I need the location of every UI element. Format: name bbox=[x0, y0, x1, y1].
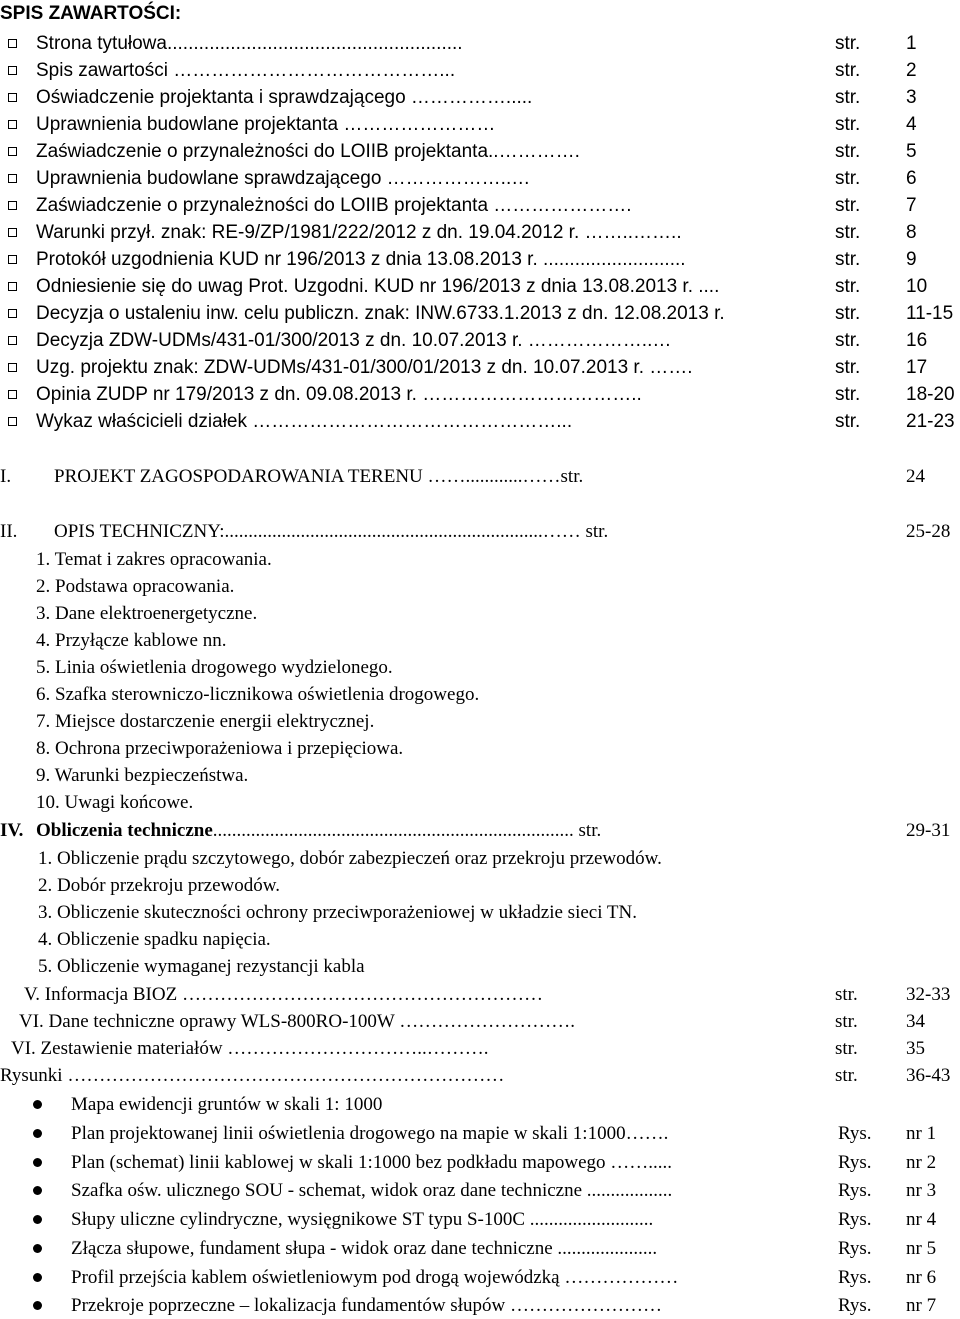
obl-item-text: 2. Dobór przekroju przewodów. bbox=[38, 875, 280, 896]
toc-item-text: Warunki przył. znak: RE-9/ZP/1981/222/2012 z dn. 19.04.2012 r. ……..…….. bbox=[36, 222, 682, 243]
checkbox-bullet-icon bbox=[8, 66, 17, 75]
obl-item bbox=[0, 845, 960, 872]
section-vi-dane-title: VI. Dane techniczne oprawy WLS-800RO-100W ………………………. bbox=[19, 1011, 575, 1032]
toc-item-page: 11-15 bbox=[906, 303, 954, 324]
toc-item-text: Decyzja ZDW-UDMs/431-01/300/2013 z dn. 10.07.2013 r. ………………..… bbox=[36, 330, 672, 351]
drawing-item bbox=[0, 1149, 960, 1176]
toc-item-text: Uzg. projektu znak: ZDW-UDMs/431-01/300/01/2013 z dn. 10.07.2013 r. ……. bbox=[36, 357, 693, 378]
section-i-title: PROJEKT ZAGOSPODAROWANIA TERENU ……............……str. bbox=[54, 466, 584, 487]
obl-item bbox=[0, 872, 960, 899]
bullet-icon bbox=[33, 1100, 42, 1109]
section-iv-leader: ............................................................................ str. bbox=[212, 820, 602, 841]
toc-item-text: Strona tytułowa........................................................ bbox=[36, 33, 463, 54]
drawing-item-nr: nr 4 bbox=[906, 1209, 937, 1230]
section-iv-page: 29-31 bbox=[906, 820, 951, 841]
drawing-item bbox=[0, 1177, 960, 1204]
toc-item-str: str. bbox=[835, 222, 861, 243]
checkbox-bullet-icon bbox=[8, 147, 17, 156]
drawing-item-text: Mapa ewidencji gruntów w skali 1: 1000 bbox=[71, 1094, 383, 1115]
opis-item-text: 3. Dane elektroenergetyczne. bbox=[36, 603, 258, 624]
drawing-item-nr: nr 6 bbox=[906, 1267, 937, 1288]
section-vi-dane-str: str. bbox=[835, 1011, 858, 1032]
toc-item-str: str. bbox=[835, 411, 861, 432]
toc-item-page: 8 bbox=[906, 222, 917, 243]
drawing-item-text: Przekroje poprzeczne – lokalizacja fundamentów słupów …………………… bbox=[71, 1295, 662, 1316]
toc-item-str: str. bbox=[835, 357, 861, 378]
section-i-number: I. bbox=[0, 466, 12, 487]
toc-item-text: Odniesienie się do uwag Prot. Uzgodni. KUD nr 196/2013 z dnia 13.08.2013 r. .... bbox=[36, 276, 720, 297]
toc-item bbox=[0, 300, 960, 327]
toc-item-str: str. bbox=[835, 60, 861, 81]
toc-item-page: 7 bbox=[906, 195, 917, 216]
drawing-item bbox=[0, 1091, 960, 1118]
toc-item-text: Protokół uzgodnienia KUD nr 196/2013 z dnia 13.08.2013 r. ........................... bbox=[36, 249, 686, 270]
drawing-item-rys: Rys. bbox=[838, 1295, 872, 1316]
toc-item-str: str. bbox=[835, 168, 861, 189]
section-ii bbox=[0, 518, 960, 545]
checkbox-bullet-icon bbox=[8, 93, 17, 102]
section-vi-dane bbox=[0, 1008, 960, 1035]
section-i-page: 24 bbox=[906, 466, 925, 487]
toc-item-text: Uprawnienia budowlane sprawdzającego ………………..… bbox=[36, 168, 531, 189]
opis-item bbox=[0, 600, 960, 627]
drawing-item-nr: nr 7 bbox=[906, 1295, 937, 1316]
toc-item-text: Wykaz właścicieli działek …………………………………………... bbox=[36, 411, 573, 432]
opis-item bbox=[0, 681, 960, 708]
drawing-item-nr: nr 3 bbox=[906, 1180, 937, 1201]
obl-item bbox=[0, 953, 960, 980]
opis-item-text: 6. Szafka sterowniczo-licznikowa oświetlenia drogowego. bbox=[36, 684, 480, 705]
drawing-item-text: Złącza słupowe, fundament słupa - widok oraz dane techniczne ..................... bbox=[71, 1238, 658, 1259]
drawing-item bbox=[0, 1120, 960, 1147]
section-rysunki bbox=[0, 1062, 960, 1089]
checkbox-bullet-icon bbox=[8, 174, 17, 183]
obl-item-text: 3. Obliczenie skuteczności ochrony przeciwporażeniowej w układzie sieci TN. bbox=[38, 902, 637, 923]
toc-item-page: 2 bbox=[906, 60, 917, 81]
toc-item bbox=[0, 30, 960, 57]
toc-item-text: Uprawnienia budowlane projektanta …………………… bbox=[36, 114, 496, 135]
toc-item-page: 17 bbox=[906, 357, 928, 378]
section-vi-zestawienie-title: VI. Zestawienie materiałów …………………………..………. bbox=[11, 1038, 489, 1059]
bullet-icon bbox=[33, 1215, 42, 1224]
section-i bbox=[0, 463, 960, 490]
toc-item-str: str. bbox=[835, 249, 861, 270]
checkbox-bullet-icon bbox=[8, 255, 17, 264]
section-vi-zestawienie-page: 35 bbox=[906, 1038, 925, 1059]
toc-item-page: 16 bbox=[906, 330, 928, 351]
toc-item-text: Zaświadczenie o przynależności do LOIIB projektanta..…………. bbox=[36, 141, 580, 162]
toc-item-str: str. bbox=[835, 33, 861, 54]
drawing-item-nr: nr 2 bbox=[906, 1152, 937, 1173]
toc-item-text: Spis zawartości ……………………………………... bbox=[36, 60, 456, 81]
obl-item bbox=[0, 926, 960, 953]
bullet-icon bbox=[33, 1273, 42, 1282]
opis-item bbox=[0, 708, 960, 735]
drawing-item-rys: Rys. bbox=[838, 1180, 872, 1201]
toc-item-page: 5 bbox=[906, 141, 917, 162]
section-v-page: 32-33 bbox=[906, 984, 951, 1005]
checkbox-bullet-icon bbox=[8, 201, 17, 210]
drawing-item-text: Plan (schemat) linii kablowej w skali 1:1000 bez podkładu mapowego ……..... bbox=[71, 1152, 673, 1173]
checkbox-bullet-icon bbox=[8, 228, 17, 237]
toc-item bbox=[0, 111, 960, 138]
opis-item bbox=[0, 546, 960, 573]
drawing-item bbox=[0, 1235, 960, 1262]
section-ii-page: 25-28 bbox=[906, 521, 951, 542]
toc-item bbox=[0, 327, 960, 354]
section-v bbox=[0, 981, 960, 1008]
drawing-item-nr: nr 1 bbox=[906, 1123, 937, 1144]
opis-item bbox=[0, 789, 960, 816]
toc-item bbox=[0, 354, 960, 381]
section-vi-zestawienie-str: str. bbox=[835, 1038, 858, 1059]
opis-item bbox=[0, 762, 960, 789]
toc-item bbox=[0, 246, 960, 273]
opis-item bbox=[0, 654, 960, 681]
toc-item-text: Opinia ZUDP nr 179/2013 z dn. 09.08.2013 r. …………………………….. bbox=[36, 384, 642, 405]
opis-item-text: 4. Przyłącze kablowe nn. bbox=[36, 630, 227, 651]
checkbox-bullet-icon bbox=[8, 309, 17, 318]
checkbox-bullet-icon bbox=[8, 120, 17, 129]
toc-item-str: str. bbox=[835, 141, 861, 162]
toc-item bbox=[0, 273, 960, 300]
drawing-item-text: Plan projektowanej linii oświetlenia drogowego na mapie w skali 1:1000……. bbox=[71, 1123, 669, 1144]
toc-item-str: str. bbox=[835, 303, 861, 324]
obl-item bbox=[0, 899, 960, 926]
toc-item bbox=[0, 57, 960, 84]
opis-item bbox=[0, 573, 960, 600]
drawing-item-text: Słupy uliczne cylindryczne, wysięgnikowe ST typu S-100C .......................... bbox=[71, 1209, 654, 1230]
toc-item-str: str. bbox=[835, 195, 861, 216]
section-v-title: V. Informacja BIOZ ………………………………………………… bbox=[24, 984, 543, 1005]
opis-item-text: 7. Miejsce dostarczenie energii elektrycznej. bbox=[36, 711, 375, 732]
toc-item-page: 1 bbox=[906, 33, 917, 54]
toc-item bbox=[0, 219, 960, 246]
checkbox-bullet-icon bbox=[8, 282, 17, 291]
toc-item bbox=[0, 84, 960, 111]
toc-item bbox=[0, 408, 960, 435]
obl-item-text: 1. Obliczenie prądu szczytowego, dobór zabezpieczeń oraz przekroju przewodów. bbox=[38, 848, 662, 869]
document-title: SPIS ZAWARTOŚCI: bbox=[0, 3, 182, 24]
checkbox-bullet-icon bbox=[8, 390, 17, 399]
obl-item-text: 4. Obliczenie spadku napięcia. bbox=[38, 929, 271, 950]
toc-item bbox=[0, 165, 960, 192]
toc-item-page: 4 bbox=[906, 114, 917, 135]
opis-item bbox=[0, 735, 960, 762]
drawing-item-rys: Rys. bbox=[838, 1267, 872, 1288]
toc-item-page: 10 bbox=[906, 276, 928, 297]
bullet-icon bbox=[33, 1129, 42, 1138]
drawing-item bbox=[0, 1206, 960, 1233]
drawing-item-rys: Rys. bbox=[838, 1123, 872, 1144]
section-rysunki-title: Rysunki …………………………………………………………… bbox=[0, 1065, 505, 1086]
toc-item-page: 21-23 bbox=[906, 411, 955, 432]
checkbox-bullet-icon bbox=[8, 417, 17, 426]
bullet-icon bbox=[33, 1158, 42, 1167]
section-vi-dane-page: 34 bbox=[906, 1011, 925, 1032]
section-v-str: str. bbox=[835, 984, 858, 1005]
obl-item-text: 5. Obliczenie wymaganej rezystancji kabla bbox=[38, 956, 365, 977]
checkbox-bullet-icon bbox=[8, 336, 17, 345]
bullet-icon bbox=[33, 1301, 42, 1310]
checkbox-bullet-icon bbox=[8, 39, 17, 48]
drawing-item bbox=[0, 1264, 960, 1291]
section-ii-title: OPIS TECHNICZNY:...................................................................…… str. bbox=[54, 521, 609, 542]
toc-item-text: Decyzja o ustaleniu inw. celu publiczn. znak: INW.6733.1.2013 z dn. 12.08.2013 r. bbox=[36, 303, 725, 324]
toc-item-str: str. bbox=[835, 114, 861, 135]
drawing-item-rys: Rys. bbox=[838, 1209, 872, 1230]
drawing-item-text: Profil przejścia kablem oświetleniowym pod drogą wojewódzką ……………… bbox=[71, 1267, 679, 1288]
section-iv bbox=[0, 817, 960, 844]
opis-item-text: 10. Uwagi końcowe. bbox=[36, 792, 194, 813]
toc-item-page: 6 bbox=[906, 168, 917, 189]
toc-item-str: str. bbox=[835, 330, 861, 351]
checkbox-bullet-icon bbox=[8, 363, 17, 372]
toc-item bbox=[0, 138, 960, 165]
toc-item-text: Oświadczenie projektanta i sprawdzającego ……………..... bbox=[36, 87, 533, 108]
toc-item-str: str. bbox=[835, 276, 861, 297]
opis-item-text: 9. Warunki bezpieczeństwa. bbox=[36, 765, 249, 786]
drawing-item-rys: Rys. bbox=[838, 1152, 872, 1173]
toc-item-page: 3 bbox=[906, 87, 917, 108]
opis-item-text: 8. Ochrona przeciwporażeniowa i przepięciowa. bbox=[36, 738, 404, 759]
section-vi-zestawienie bbox=[0, 1035, 960, 1062]
opis-item bbox=[0, 627, 960, 654]
section-iv-number: IV. bbox=[0, 820, 24, 841]
drawing-item-nr: nr 5 bbox=[906, 1238, 937, 1259]
section-iv-title: Obliczenia techniczne bbox=[36, 820, 213, 841]
drawing-item-text: Szafka ośw. ulicznego SOU - schemat, widok oraz dane techniczne .................. bbox=[71, 1180, 673, 1201]
toc-item-str: str. bbox=[835, 384, 861, 405]
drawing-item bbox=[0, 1292, 960, 1319]
toc-item-str: str. bbox=[835, 87, 861, 108]
bullet-icon bbox=[33, 1244, 42, 1253]
drawing-item-rys: Rys. bbox=[838, 1238, 872, 1259]
section-rysunki-page: 36-43 bbox=[906, 1065, 951, 1086]
section-rysunki-str: str. bbox=[835, 1065, 858, 1086]
toc-item bbox=[0, 192, 960, 219]
bullet-icon bbox=[33, 1186, 42, 1195]
section-ii-number: II. bbox=[0, 521, 18, 542]
toc-item bbox=[0, 381, 960, 408]
toc-item-page: 18-20 bbox=[906, 384, 955, 405]
opis-item-text: 1. Temat i zakres opracowania. bbox=[36, 549, 272, 570]
toc-item-page: 9 bbox=[906, 249, 917, 270]
toc-item-text: Zaświadczenie o przynależności do LOIIB projektanta …………………. bbox=[36, 195, 632, 216]
opis-item-text: 5. Linia oświetlenia drogowego wydzielonego. bbox=[36, 657, 393, 678]
opis-item-text: 2. Podstawa opracowania. bbox=[36, 576, 235, 597]
